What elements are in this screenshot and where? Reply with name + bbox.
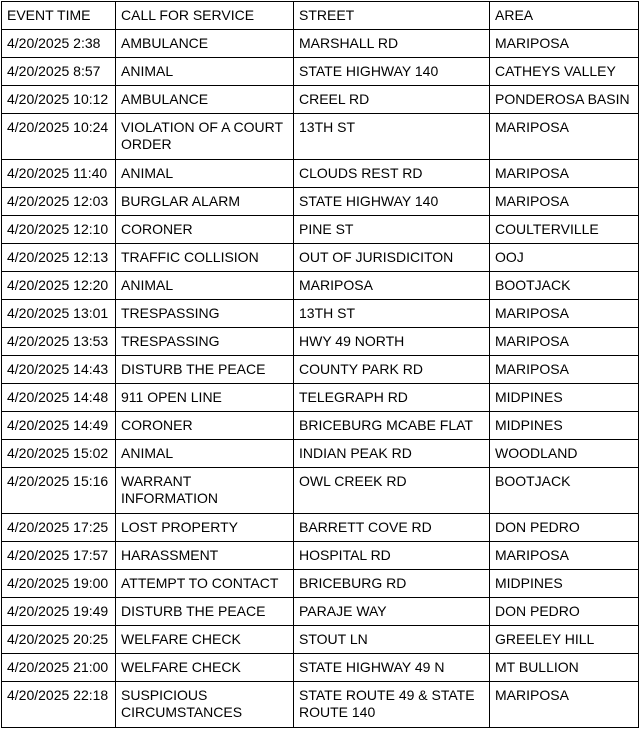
cell-call-for-service: DISTURB THE PEACE — [116, 598, 294, 626]
table-row — [2, 272, 639, 300]
cell-call-for-service: WARRANT INFORMATION — [116, 468, 294, 514]
cell-event-time: 4/20/2025 13:53 — [2, 328, 116, 356]
cell-street: STATE HIGHWAY 140 — [294, 58, 490, 86]
cell-event-time: 4/20/2025 22:18 — [2, 682, 116, 728]
cell-street: HOSPITAL RD — [294, 542, 490, 570]
table-row — [2, 598, 639, 626]
cell-street: STATE HIGHWAY 49 N — [294, 654, 490, 682]
cell-event-time: 4/20/2025 19:00 — [2, 570, 116, 598]
table-row — [2, 626, 639, 654]
cell-event-time: 4/20/2025 13:01 — [2, 300, 116, 328]
header-street: STREET — [294, 2, 490, 30]
cell-event-time: 4/20/2025 10:24 — [2, 114, 116, 160]
header-area: AREA — [490, 2, 639, 30]
table-row — [2, 300, 639, 328]
header-row — [2, 2, 639, 30]
table-row — [2, 58, 639, 86]
table-row — [2, 654, 639, 682]
table-row — [2, 356, 639, 384]
table-row — [2, 30, 639, 58]
table-row — [2, 514, 639, 542]
cell-street: COUNTY PARK RD — [294, 356, 490, 384]
cell-street: 13TH ST — [294, 114, 490, 160]
cell-event-time: 4/20/2025 11:40 — [2, 160, 116, 188]
cell-call-for-service: 911 OPEN LINE — [116, 384, 294, 412]
cell-call-for-service: ANIMAL — [116, 272, 294, 300]
cell-area: MARIPOSA — [490, 188, 639, 216]
table-row — [2, 468, 639, 514]
cell-call-for-service: WELFARE CHECK — [116, 654, 294, 682]
cell-call-for-service: ANIMAL — [116, 58, 294, 86]
table-row — [2, 86, 639, 114]
cell-street: OUT OF JURISDICITON — [294, 244, 490, 272]
cell-street: OWL CREEK RD — [294, 468, 490, 514]
table-row — [2, 570, 639, 598]
cell-call-for-service: LOST PROPERTY — [116, 514, 294, 542]
table-row — [2, 188, 639, 216]
header-event-time: EVENT TIME — [2, 2, 116, 30]
cell-event-time: 4/20/2025 19:49 — [2, 598, 116, 626]
cell-call-for-service: ANIMAL — [116, 160, 294, 188]
cell-street: 13TH ST — [294, 300, 490, 328]
cell-street: TELEGRAPH RD — [294, 384, 490, 412]
cell-area: COULTERVILLE — [490, 216, 639, 244]
cell-street: PINE ST — [294, 216, 490, 244]
cell-area: MARIPOSA — [490, 160, 639, 188]
table-row — [2, 412, 639, 440]
table-row — [2, 114, 639, 160]
cell-event-time: 4/20/2025 17:57 — [2, 542, 116, 570]
table-row — [2, 216, 639, 244]
cell-event-time: 4/20/2025 12:03 — [2, 188, 116, 216]
cell-area: WOODLAND — [490, 440, 639, 468]
cell-area: CATHEYS VALLEY — [490, 58, 639, 86]
header-call-for-service: CALL FOR SERVICE — [116, 2, 294, 30]
cell-area: MARIPOSA — [490, 114, 639, 160]
table-row — [2, 160, 639, 188]
cell-event-time: 4/20/2025 12:20 — [2, 272, 116, 300]
cell-area: BOOTJACK — [490, 468, 639, 514]
cell-event-time: 4/20/2025 12:10 — [2, 216, 116, 244]
cell-call-for-service: AMBULANCE — [116, 86, 294, 114]
cell-area: MIDPINES — [490, 570, 639, 598]
cell-area: MIDPINES — [490, 412, 639, 440]
cell-area: MARIPOSA — [490, 356, 639, 384]
cell-area: DON PEDRO — [490, 598, 639, 626]
cell-street: BARRETT COVE RD — [294, 514, 490, 542]
cell-call-for-service: TRAFFIC COLLISION — [116, 244, 294, 272]
cell-street: STOUT LN — [294, 626, 490, 654]
cell-event-time: 4/20/2025 8:57 — [2, 58, 116, 86]
cell-call-for-service: TRESPASSING — [116, 328, 294, 356]
cell-area: PONDEROSA BASIN — [490, 86, 639, 114]
cell-area: DON PEDRO — [490, 514, 639, 542]
cell-area: MIDPINES — [490, 384, 639, 412]
cell-area: MARIPOSA — [490, 328, 639, 356]
cell-street: INDIAN PEAK RD — [294, 440, 490, 468]
cell-call-for-service: AMBULANCE — [116, 30, 294, 58]
call-log-table — [1, 1, 639, 728]
cell-event-time: 4/20/2025 20:25 — [2, 626, 116, 654]
cell-event-time: 4/20/2025 15:02 — [2, 440, 116, 468]
cell-event-time: 4/20/2025 12:13 — [2, 244, 116, 272]
table-row — [2, 682, 639, 728]
cell-street: BRICEBURG MCABE FLAT — [294, 412, 490, 440]
cell-street: STATE ROUTE 49 & STATE ROUTE 140 — [294, 682, 490, 728]
cell-call-for-service: HARASSMENT — [116, 542, 294, 570]
cell-call-for-service: ATTEMPT TO CONTACT — [116, 570, 294, 598]
cell-event-time: 4/20/2025 14:49 — [2, 412, 116, 440]
table-row — [2, 384, 639, 412]
cell-street: BRICEBURG RD — [294, 570, 490, 598]
cell-area: MARIPOSA — [490, 682, 639, 728]
cell-call-for-service: ANIMAL — [116, 440, 294, 468]
cell-call-for-service: VIOLATION OF A COURT ORDER — [116, 114, 294, 160]
cell-event-time: 4/20/2025 14:48 — [2, 384, 116, 412]
cell-street: STATE HIGHWAY 140 — [294, 188, 490, 216]
cell-event-time: 4/20/2025 17:25 — [2, 514, 116, 542]
cell-street: HWY 49 NORTH — [294, 328, 490, 356]
cell-call-for-service: TRESPASSING — [116, 300, 294, 328]
cell-street: MARIPOSA — [294, 272, 490, 300]
cell-call-for-service: DISTURB THE PEACE — [116, 356, 294, 384]
cell-area: BOOTJACK — [490, 272, 639, 300]
cell-area: MARIPOSA — [490, 542, 639, 570]
cell-call-for-service: BURGLAR ALARM — [116, 188, 294, 216]
table-body — [2, 30, 639, 728]
cell-street: CLOUDS REST RD — [294, 160, 490, 188]
cell-area: MARIPOSA — [490, 30, 639, 58]
cell-area: MARIPOSA — [490, 300, 639, 328]
cell-call-for-service: SUSPICIOUS CIRCUMSTANCES — [116, 682, 294, 728]
table-row — [2, 440, 639, 468]
table-row — [2, 542, 639, 570]
cell-call-for-service: CORONER — [116, 412, 294, 440]
cell-event-time: 4/20/2025 14:43 — [2, 356, 116, 384]
cell-area: GREELEY HILL — [490, 626, 639, 654]
cell-call-for-service: CORONER — [116, 216, 294, 244]
table-row — [2, 244, 639, 272]
cell-area: MT BULLION — [490, 654, 639, 682]
cell-street: CREEL RD — [294, 86, 490, 114]
cell-call-for-service: WELFARE CHECK — [116, 626, 294, 654]
cell-area: OOJ — [490, 244, 639, 272]
cell-event-time: 4/20/2025 2:38 — [2, 30, 116, 58]
cell-street: PARAJE WAY — [294, 598, 490, 626]
table-row — [2, 328, 639, 356]
cell-event-time: 4/20/2025 10:12 — [2, 86, 116, 114]
cell-event-time: 4/20/2025 15:16 — [2, 468, 116, 514]
cell-event-time: 4/20/2025 21:00 — [2, 654, 116, 682]
cell-street: MARSHALL RD — [294, 30, 490, 58]
